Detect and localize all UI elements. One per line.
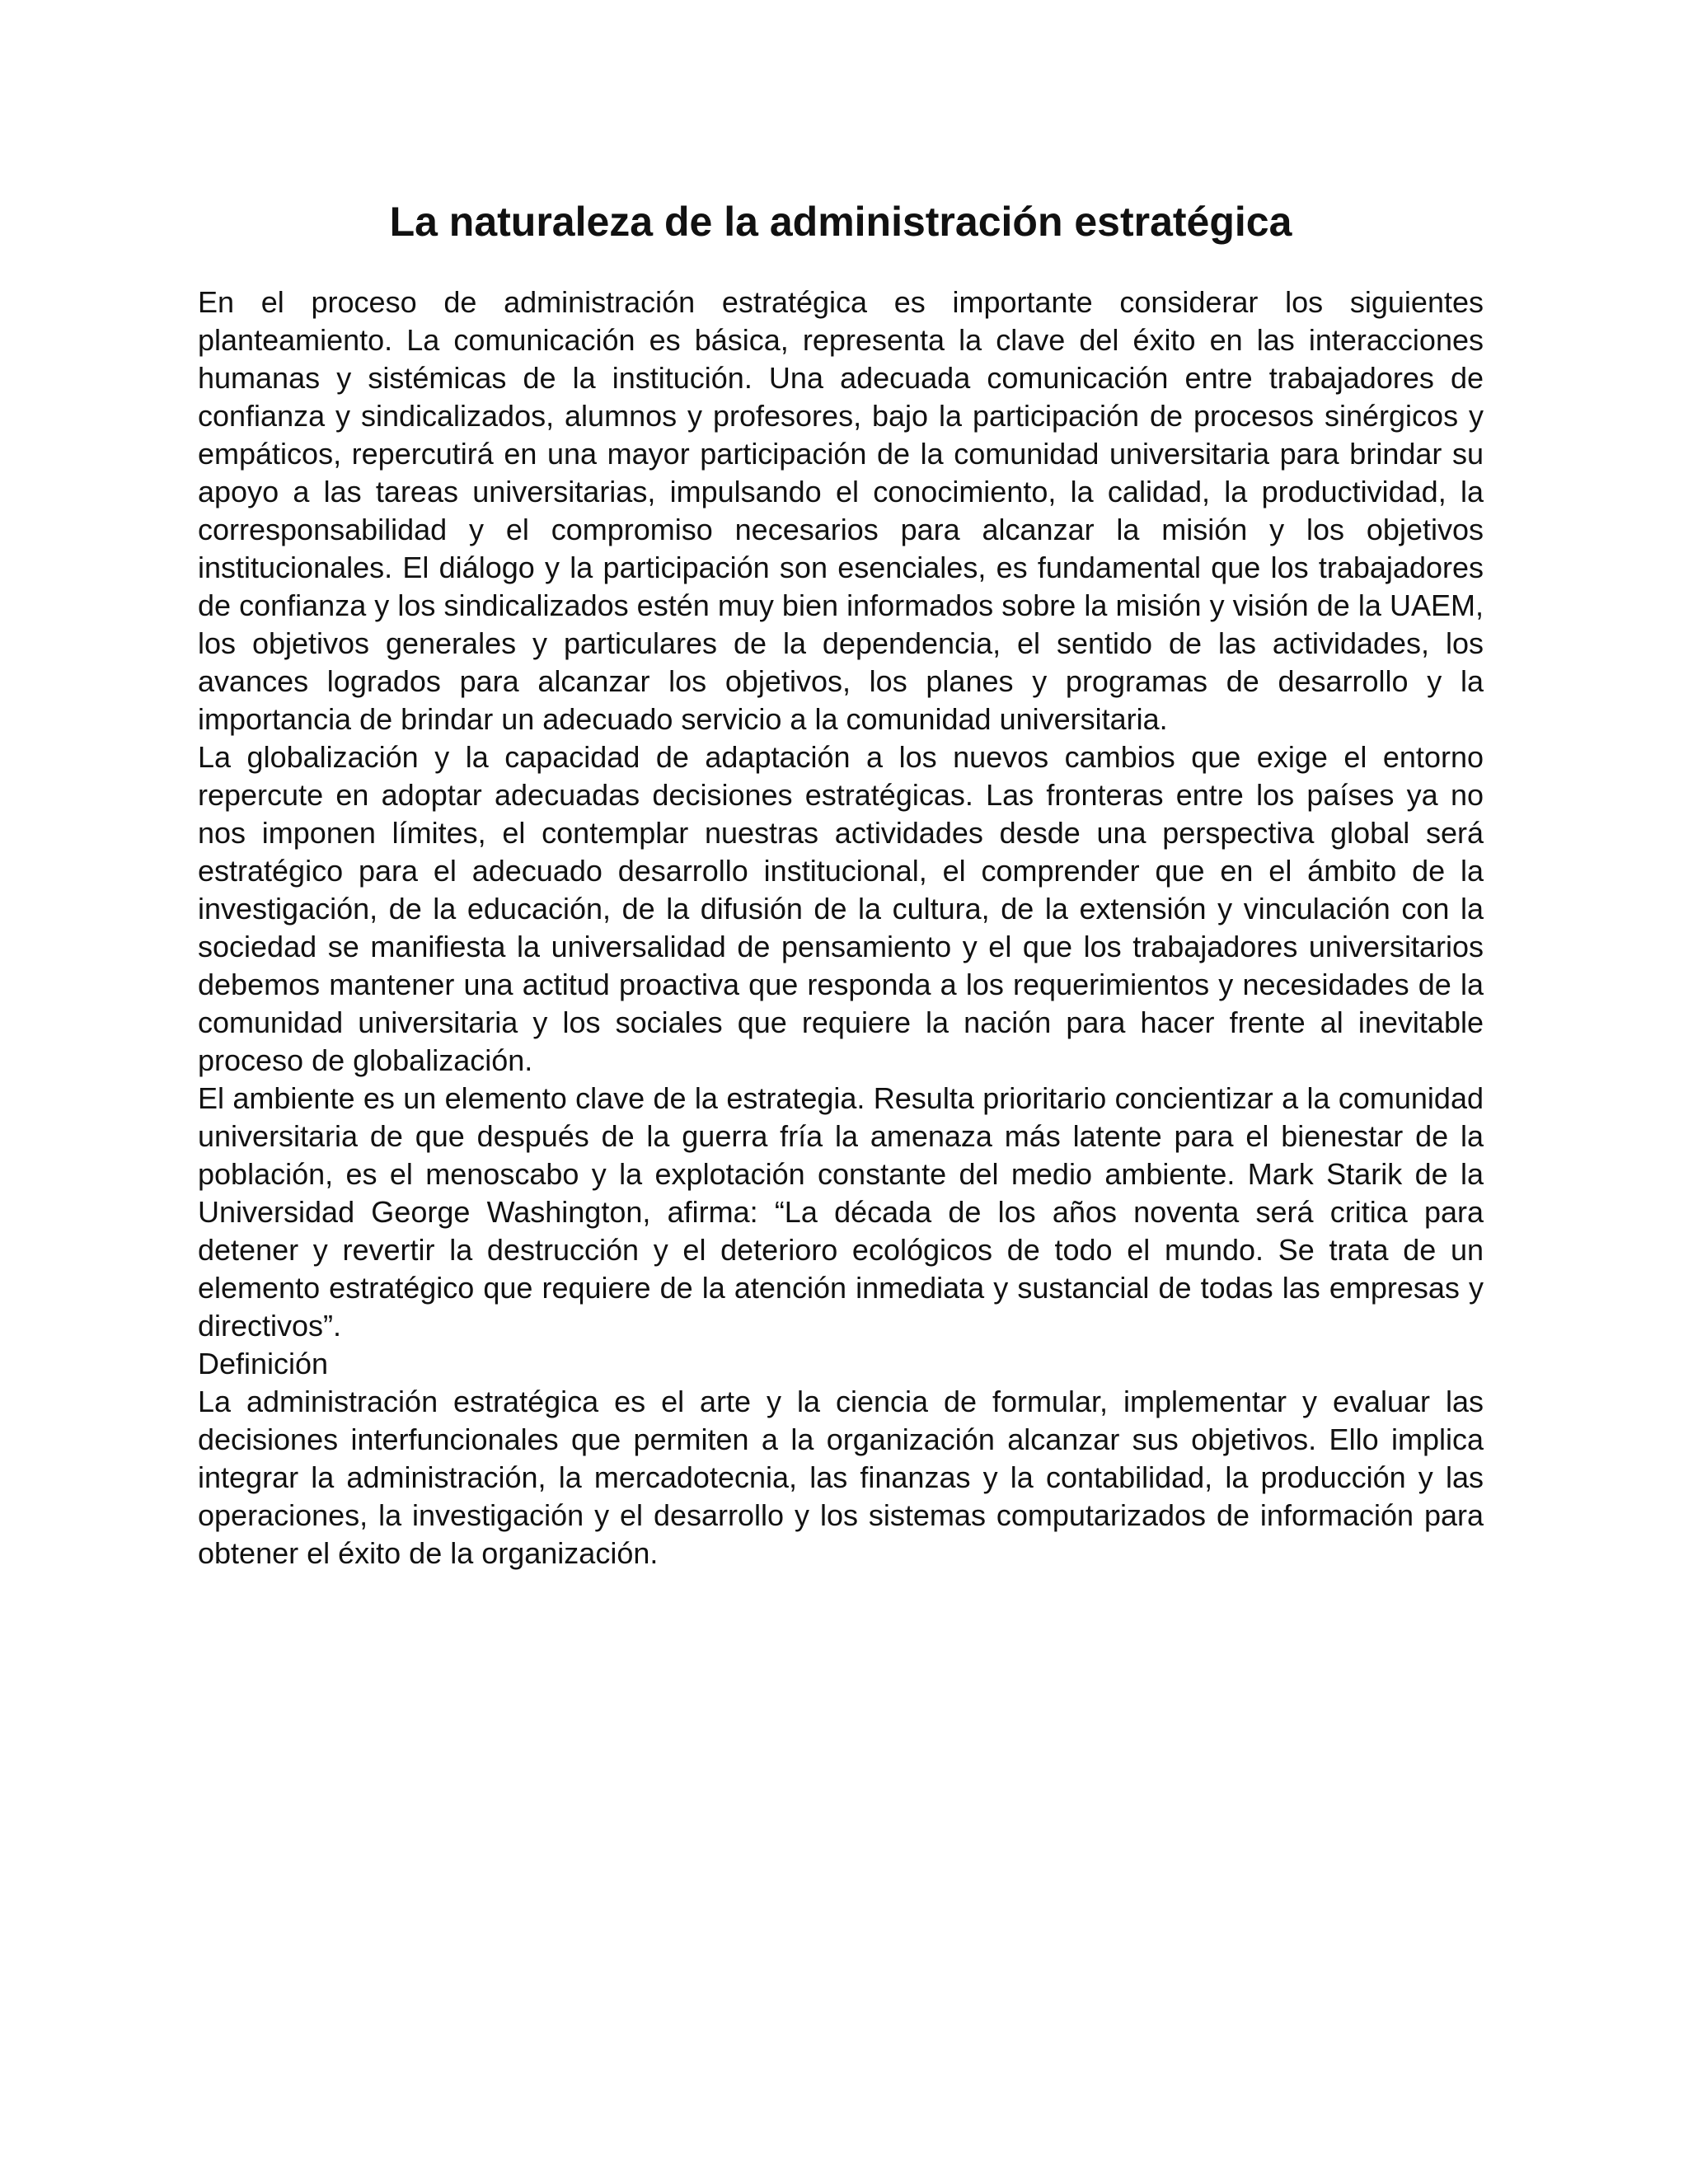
definition-heading: Definición	[198, 1347, 329, 1380]
paragraph-definition: La administración estratégica es el arte y la ciencia de formular, implementar y evaluar las decisiones interfuncionales que permiten a la organización alcanzar sus objetivos. Ello implica integrar la administración, la mercadotecnia, las finanzas y la contabilidad, la producción y las operaciones, la investigación y el desarrollo y los sistemas computarizados de información para obtener el éxito de la organización.	[198, 1385, 1484, 1570]
paragraph-communication: En el proceso de administración estratégica es importante considerar los siguientes planteamiento. La comunicación es básica, representa la clave del éxito en las interacciones humanas y sistémicas de la institución. Una adecuada comunicación entre trabajadores de confianza y sindicalizados, alumnos y profesores, bajo la participación de procesos sinérgicos y empáticos, repercutirá en una mayor participación de la comunidad universitaria para brindar su apoyo a las tareas universitarias, impulsando el conocimiento, la calidad, la productividad, la corresponsabilidad y el compromiso necesarios para alcanzar la misión y los objetivos institucionales. El diálogo y la participación son esenciales, es fundamental que los trabajadores de confianza y los sindicalizados estén muy bien informados sobre la misión y visión de la UAEM, los objetivos generales y particulares de la dependencia, el sentido de las actividades, los avances logrados para alcanzar los objetivos, los planes y programas de desarrollo y la importancia de brindar un adecuado servicio a la comunidad universitaria.	[198, 285, 1484, 736]
paragraph-environment: El ambiente es un elemento clave de la estrategia. Resulta prioritario concientizar a la comunidad universitaria de que después de la guerra fría la amenaza más latente para el bienestar de la población, es el menoscabo y la explotación constante del medio ambiente. Mark Starik de la Universidad George Washington, afirma: “La década de los años noventa será critica para detener y revertir la destrucción y el deterioro ecológicos de todo el mundo. Se trata de un elemento estratégico que requiere de la atención inmediata y sustancial de todas las empresas y directivos”.	[198, 1081, 1484, 1343]
document-body	[198, 196, 1484, 1572]
paragraph-globalization: La globalización y la capacidad de adaptación a los nuevos cambios que exige el entorno repercute en adoptar adecuadas decisiones estratégicas. Las fronteras entre los países ya no nos imponen límites, el contemplar nuestras actividades desde una perspectiva global será estratégico para el adecuado desarrollo institucional, el comprender que en el ámbito de la investigación, de la educación, de la difusión de la cultura, de la extensión y vinculación con la sociedad se manifiesta la universalidad de pensamiento y el que los trabajadores universitarios debemos mantener una actitud proactiva que responda a los requerimientos y necesidades de la comunidad universitaria y los sociales que requiere la nación para hacer frente al inevitable proceso de globalización.	[198, 740, 1484, 1077]
document-title: La naturaleza de la administración estratégica	[389, 199, 1292, 245]
